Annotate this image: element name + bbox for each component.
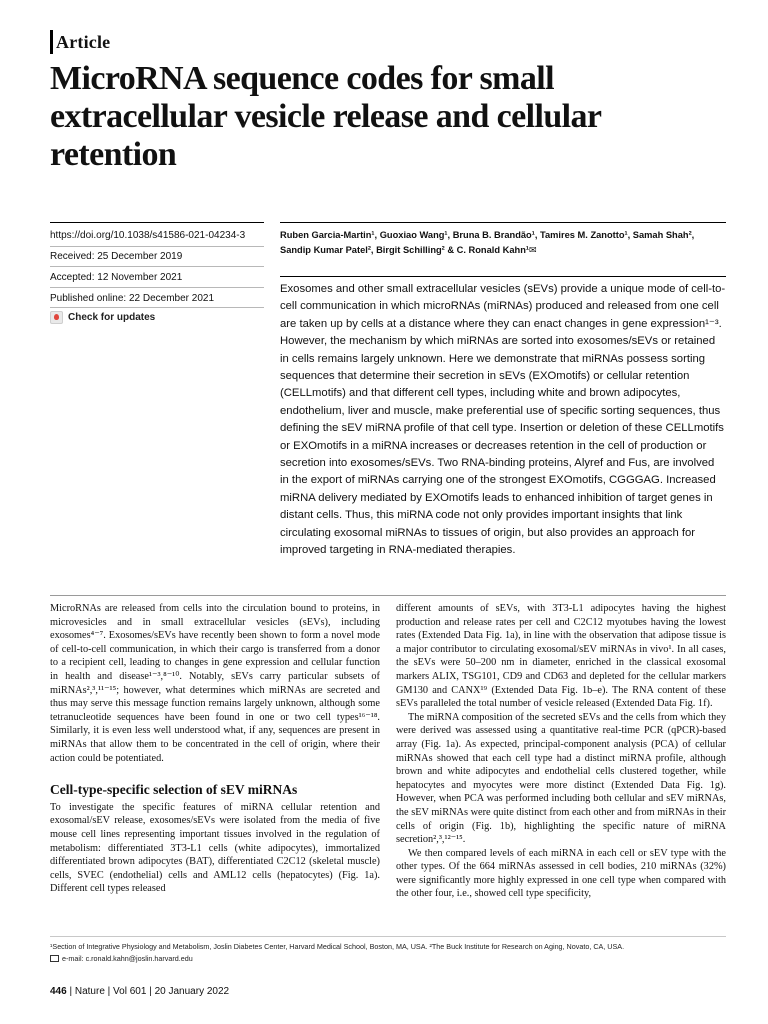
section-heading: Cell-type-specific selection of sEV miRNAs xyxy=(50,782,298,798)
affiliations-footnote: ¹Section of Integrative Physiology and Metabolism, Joslin Diabetes Center, Harvard Medical School, Boston, MA, USA. ²The Buck Institute for Research on Aging, Novato, CA, USA. xyxy=(50,942,625,951)
check-updates-button[interactable] xyxy=(50,311,155,324)
meta-divider xyxy=(50,307,264,308)
journal-name: Nature xyxy=(74,986,105,997)
footnote-divider xyxy=(50,936,726,937)
body-column-left xyxy=(50,602,380,896)
meta-divider xyxy=(50,246,264,247)
body-paragraph: different amounts of sEVs, with 3T3-L1 adipocytes having the highest production and release rates per cell and C2C12 myotubes having the lowest rates (Extended Data Fig. 1a), in line with the observation that adipose tissue is a major contributor to circulating exosomal/sEV miRNAs in vivo¹. In all cases, the sEVs were 50–200 nm in diameter, enriched in the classical exosomal markers ALIX, TSG101, CD9 and CD63 and depleted for the cellular markers GM130 and CANX¹⁹ (Extended Data Fig. 1b–e). The RNA content of these sEVs paralleled the total number of vesicle released (Extended Data Fig. 1f). xyxy=(396,603,726,710)
top-rule xyxy=(50,30,53,54)
page-footer: 446 | Nature | Vol 601 | 20 January 2022 xyxy=(50,986,230,997)
authors-top-rule xyxy=(280,222,726,223)
body-paragraph: We then compared levels of each miRNA in each cell or sEV type with the other types. Of the 664 miRNAs assessed in cell bodies, 210 miRNAs (32%) were significantly more highly expressed in one cell type when compared with the other four, i.e., showed cell type specificity, xyxy=(396,847,726,900)
page-number: 446 xyxy=(50,986,67,997)
crossmark-icon xyxy=(50,311,63,324)
meta-top-rule xyxy=(50,222,264,223)
meta-divider xyxy=(50,287,264,288)
abstract-top-rule xyxy=(280,276,726,277)
author-list: Ruben Garcia-Martin¹, Guoxiao Wang¹, Bruna B. Brandão¹, Tamires M. Zanotto¹, Samah Shah², Sandip Kumar Patel², Birgit Schilling² & C. Ronald Kahn¹✉ xyxy=(280,230,695,255)
email-footnote xyxy=(50,953,726,964)
volume: Vol 601 xyxy=(113,986,147,997)
body-divider xyxy=(50,595,726,596)
article-kicker: Article xyxy=(56,32,111,52)
doi-link[interactable]: https://doi.org/10.1038/s41586-021-04234-3 xyxy=(50,230,246,241)
meta-divider xyxy=(50,266,264,267)
body-column-right xyxy=(396,602,726,901)
body-paragraph: The miRNA composition of the secreted sEVs and the cells from which they were derived was assessed using a quantitative real-time PCR (qPCR)-based array (Fig. 1a). As expected, principal-component analysis (PCA) of cellular miRNAs showed that each cell type had a distinct miRNA profile, although brown and white adipocytes and endothelial cells clustered together, while hepatocytes and myocytes were more distinct (Extended Data Fig. 1g). However, when PCA was performed including both cellular and sEV miRNAs, the sEV miRNAs were quite distinct from each other and from miRNAs in their cells of origin (Fig. 1b), highlighting the specific nature of miRNA secretion²,³,¹²⁻¹⁵. xyxy=(396,711,726,846)
email-text[interactable]: e-mail: c.ronald.kahn@joslin.harvard.edu xyxy=(62,954,193,963)
article-title: MicroRNA sequence codes for small extracellular vesicle release and cellular retention xyxy=(50,60,601,173)
abstract-text: Exosomes and other small extracellular vesicles (sEVs) provide a unique mode of cell-to-cell communication in which microRNAs (miRNAs) produced and released from one cell are taken up by cells at a distance where they can enact changes in gene expression¹⁻³. However, the mechanism by which miRNAs are sorted into exosomes/sEVs or retained in cells remains largely unknown. Here we demonstrate that miRNAs possess sorting sequences that determine their secretion in sEVs (EXOmotifs) or cellular retention (CELLmotifs) and that different cell types, including white and brown adipocytes, endothelium, liver and muscle, make preferential use of specific sorting sequences, thus defining the sEV miRNA profile of that cell type. Insertion or deletion of these CELLmotifs or EXOmotifs in a miRNA increases or decreases retention in the cell of production or secretion into exosomes/sEVs. Two RNA-binding proteins, Alyref and Fus, are involved in the export of miRNAs carrying one of the strongest EXOmotifs, CGGGAG. Increased miRNA delivery mediated by EXOmotifs leads to enhanced inhibition of target genes in distant cells. Thus, this miRNA code not only provides important insights that link circulating exosomal miRNAs to tissues of origin, but also provides an approach for improved targeting in RNA-mediated therapies. xyxy=(280,283,726,557)
accepted-date: Accepted: 12 November 2021 xyxy=(50,272,183,283)
issue-date: 20 January 2022 xyxy=(154,986,230,997)
published-date: Published online: 22 December 2021 xyxy=(50,293,214,304)
check-updates-label: Check for updates xyxy=(68,312,156,323)
received-date: Received: 25 December 2019 xyxy=(50,251,183,262)
envelope-icon xyxy=(50,955,59,962)
body-paragraph: MicroRNAs are released from cells into the circulation bound to proteins, in microvesicles and in small extracellular vesicles (sEVs), including exosomes⁴⁻⁷. Exosomes/sEVs have recently been shown to form a novel mode of cell-to-cell communication, in which their cargo is transferred from a donor to a recipient cell, leading to changes in gene expression and cellular function in health and disease¹⁻³,⁸⁻¹⁰. Notably, sEVs carry particular subsets of miRNAs²,³,¹¹⁻¹⁵; however, what determines which miRNAs are secreted and thus may serve this message function remains largely unknown, although some tetranucleotide sequences have been found in one or two cell types¹⁶⁻¹⁸. Similarly, it is even less well understood what, if any, sequences are present in miRNAs that allow them to be concentrated in the cell of origin, where their action could be potentiated. xyxy=(50,603,380,764)
body-paragraph: To investigate the specific features of miRNA cellular retention and exosomal/sEV release, exosomes/sEVs were isolated from the media of five mouse cell lines representing important tissues involved in the regulation of metabolism: differentiated 3T3-L1 cells (white adipocytes), immortalized differentiated brown adipocytes (BAT), differentiated C2C12 (skeletal muscle) cells, SVEC (endothelial) cells and AML12 cells (hepatocytes) (Fig. 1a). Different cell types released xyxy=(50,801,380,895)
